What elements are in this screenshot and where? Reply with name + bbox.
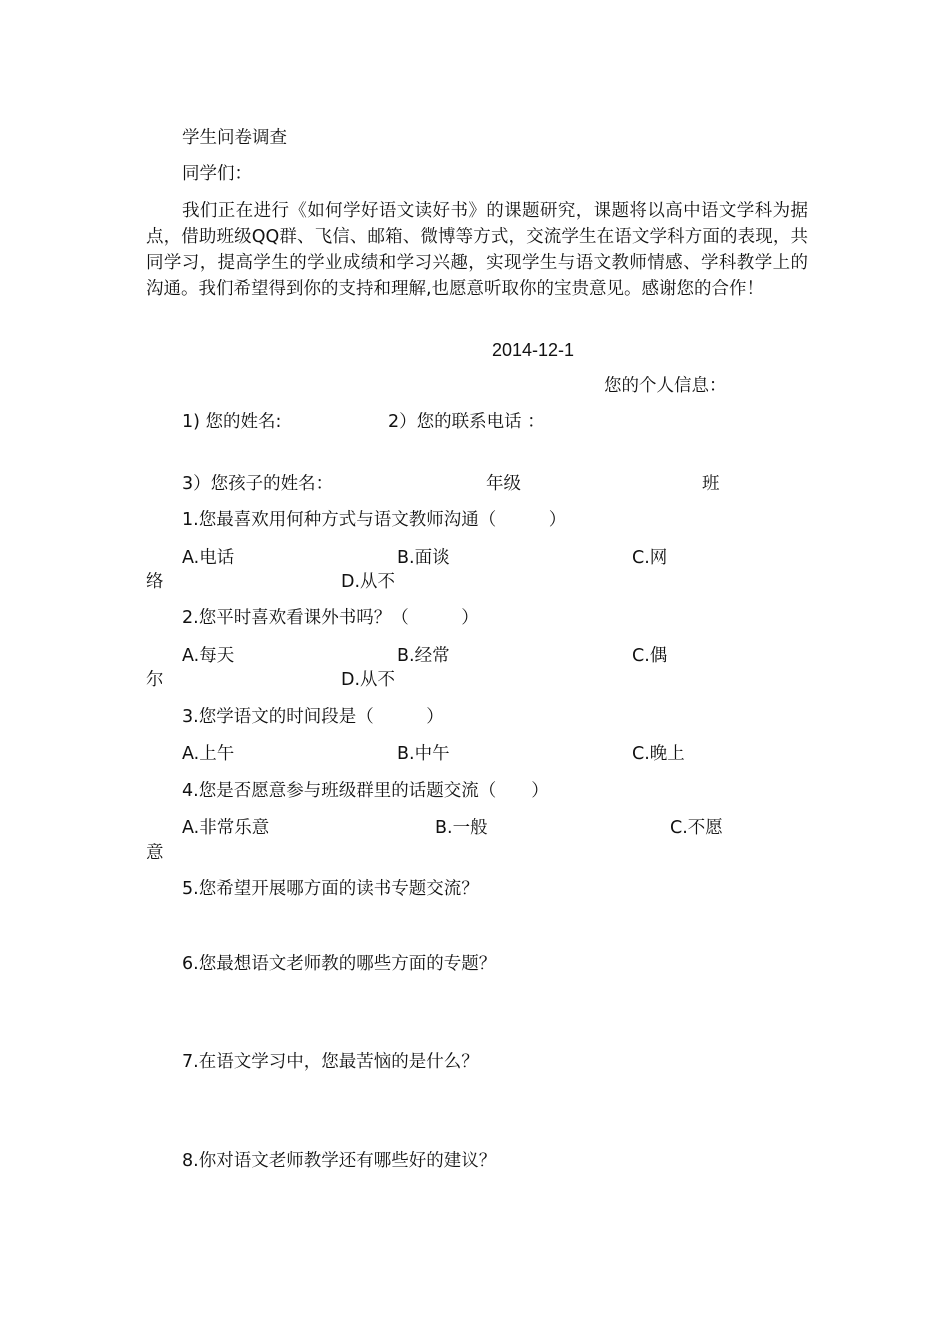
question-6: 6.您最想语文老师教的哪些方面的专题？ — [182, 954, 497, 974]
question-8: 8.你对语文老师教学还有哪些好的建议？ — [182, 1151, 497, 1171]
question-5: 5.您希望开展哪方面的读书专题交流？ — [182, 879, 479, 899]
question-1-option-c-wrap: 络 — [146, 572, 164, 592]
question-1-option-a: A.电话 — [182, 548, 235, 568]
info-class-label: 班 — [702, 474, 720, 494]
question-3-option-b: B.中午 — [397, 744, 450, 764]
info-phone-label: 2）您的联系电话 ： — [388, 412, 545, 432]
question-1-option-b: B.面谈 — [397, 548, 450, 568]
question-4-option-c-wrap: 意 — [146, 843, 164, 863]
question-1-option-d: D.从不 — [341, 572, 396, 592]
question-2-option-c: C.偶 — [632, 646, 668, 666]
question-1-option-c: C.网 — [632, 548, 668, 568]
intro-paragraph: 我们正在进行《如何学好语文读好书》的课题研究，课题将以高中语文学科为据点，借助班级QQ群、飞信、邮箱、微博等方式，交流学生在语文学科方面的表现，共同学习，提高学生的学业成绩和学习兴趣，实现学生与语文教师情感、学科教学上的沟通。我们希望得到你的支持和理解,也愿意听取你的宝贵意见。感谢您的合作！ — [146, 201, 808, 299]
question-2-option-c-wrap: 尔 — [146, 670, 164, 690]
question-4: 4.您是否愿意参与班级群里的话题交流（ ） — [182, 781, 549, 801]
page-title: 学生问卷调查 — [182, 128, 287, 148]
question-2-option-a: A.每天 — [182, 646, 235, 666]
question-4-option-b: B.一般 — [435, 818, 488, 838]
info-grade-label: 年级 — [486, 474, 521, 494]
question-3: 3.您学语文的时间段是（ ） — [182, 707, 444, 727]
question-1: 1.您最喜欢用何种方式与语文教师沟通（ ） — [182, 510, 567, 530]
info-name-label: 1) 您的姓名: — [182, 412, 282, 432]
question-4-option-a: A.非常乐意 — [182, 818, 270, 838]
question-3-option-a: A.上午 — [182, 744, 235, 764]
date: 2014-12-1 — [492, 340, 575, 360]
question-3-option-c: C.晚上 — [632, 744, 685, 764]
question-7: 7.在语文学习中，您最苦恼的是什么？ — [182, 1052, 479, 1072]
question-4-option-c: C.不愿 — [670, 818, 723, 838]
info-child-label: 3）您孩子的姓名： — [182, 474, 334, 494]
info-heading: 您的个人信息： — [604, 376, 727, 396]
question-2: 2.您平时喜欢看课外书吗？（ ） — [182, 608, 479, 628]
question-2-option-d: D.从不 — [341, 670, 396, 690]
greeting: 同学们： — [182, 164, 252, 184]
question-2-option-b: B.经常 — [397, 646, 450, 666]
